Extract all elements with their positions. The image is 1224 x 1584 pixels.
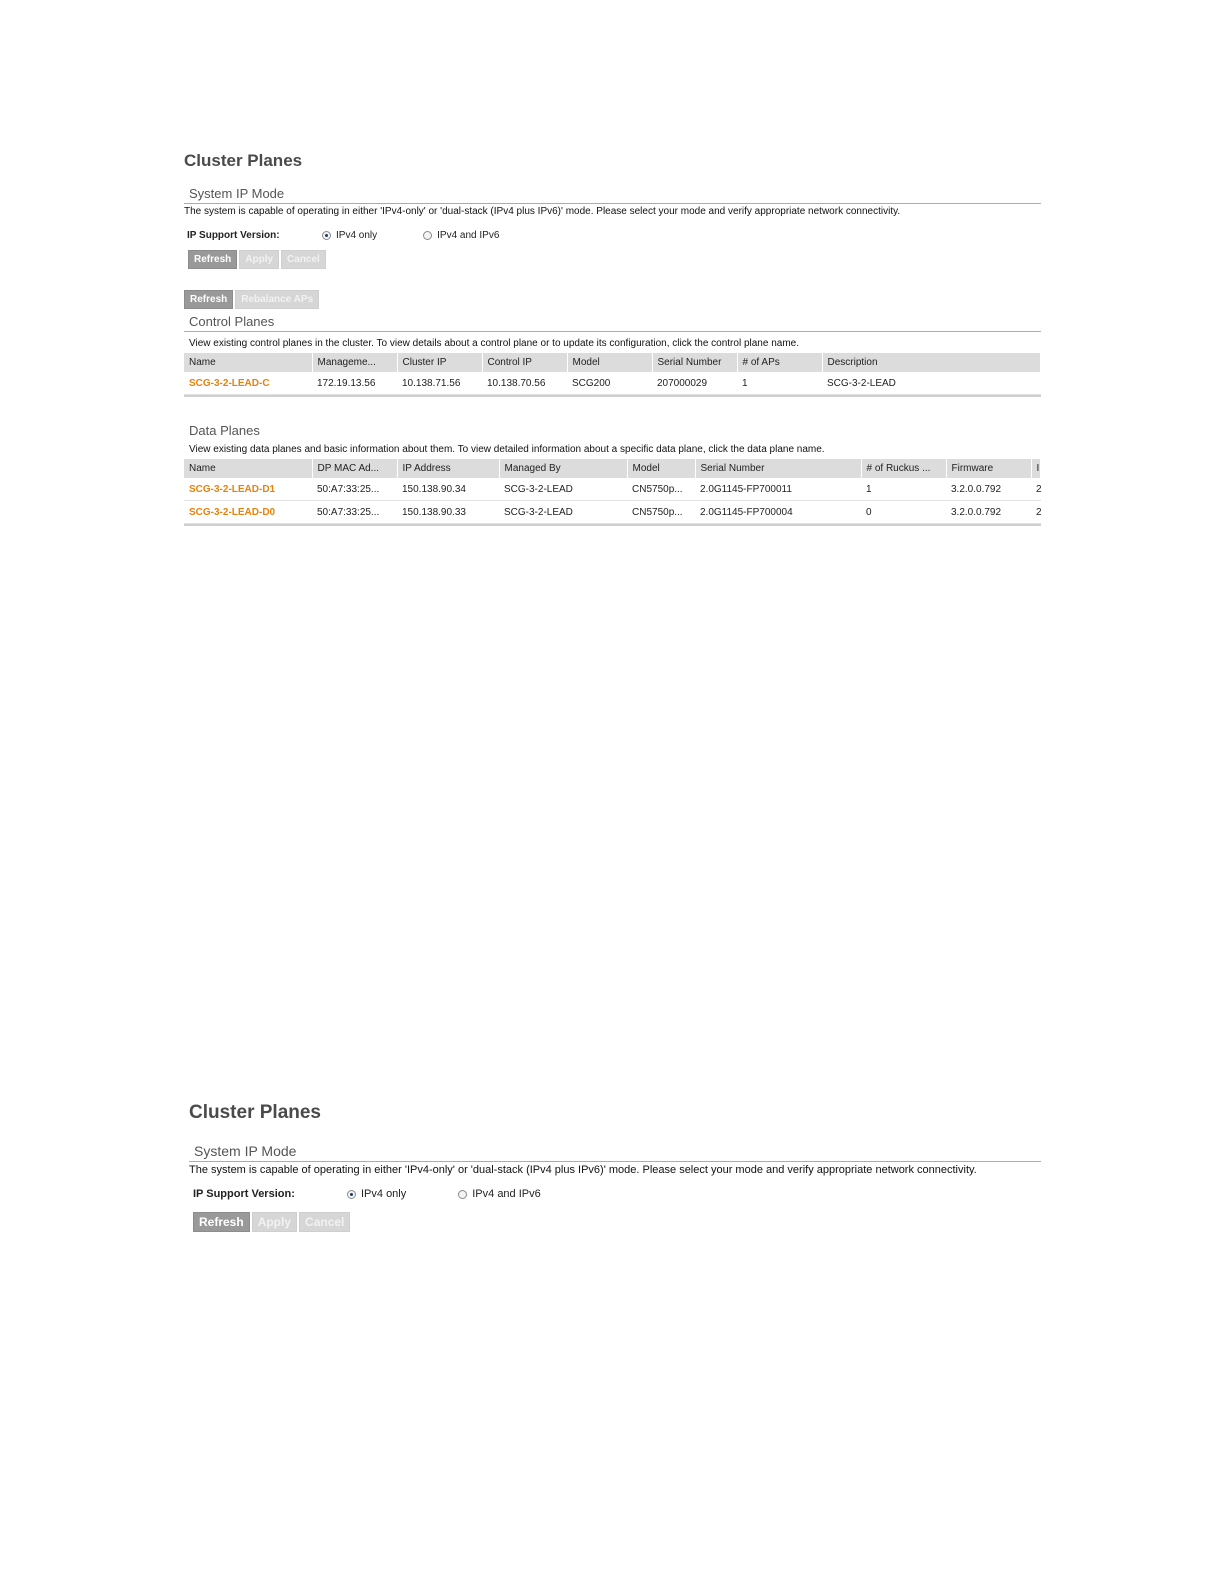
system-ip-mode-title: System IP Mode	[184, 186, 1041, 204]
column-header[interactable]: # of Ruckus ...	[861, 459, 946, 478]
refresh-button[interactable]: Refresh	[193, 1212, 250, 1232]
column-header[interactable]: Serial Number	[695, 459, 861, 478]
column-header[interactable]: Model	[627, 459, 695, 478]
table-cell: SCG-3-2-LEAD	[499, 478, 627, 501]
table-row	[184, 372, 1041, 395]
radio-unselected-icon[interactable]	[423, 231, 432, 240]
radio-ipv4-only-label: IPv4 only	[361, 1188, 407, 1200]
refresh-button[interactable]: Refresh	[188, 250, 237, 269]
control-planes-title: Control Planes	[184, 314, 1041, 332]
ip-support-version-row	[189, 1187, 1041, 1201]
table-cell: 1	[861, 478, 946, 501]
table-cell: 50:A7:33:25...	[312, 478, 397, 501]
table-cell: 150.138.90.34	[397, 478, 499, 501]
radio-unselected-icon[interactable]	[458, 1190, 467, 1199]
table-cell: SCG-3-2-LEAD	[822, 372, 1041, 395]
system-ip-mode-description: The system is capable of operating in either 'IPv4-only' or 'dual-stack (IPv4 plus IPv6)' mode. Please select your mode and verify appropriate network connectivity.	[189, 1164, 977, 1176]
apply-button[interactable]: Apply	[252, 1212, 297, 1232]
column-header[interactable]: Control IP	[482, 353, 567, 372]
radio-ipv4-ipv6-label: IPv4 and IPv6	[472, 1188, 541, 1200]
radio-selected-icon[interactable]	[347, 1190, 356, 1199]
ip-support-label: IP Support Version:	[193, 1188, 295, 1200]
column-header[interactable]: Managed By	[499, 459, 627, 478]
column-header[interactable]: Description	[822, 353, 1041, 372]
data-plane-name-link[interactable]: SCG-3-2-LEAD-D1	[184, 478, 312, 501]
control-planes-description: View existing control planes in the cluster. To view details about a control plane or to update its configuration, click the control plane name.	[189, 338, 799, 349]
cluster-planes-panel-top	[184, 150, 1041, 526]
column-header[interactable]: Firmware	[946, 459, 1031, 478]
cancel-button[interactable]: Cancel	[299, 1212, 350, 1232]
planes-refresh-button[interactable]: Refresh	[184, 290, 233, 309]
system-ip-buttons	[193, 1212, 1041, 1232]
ip-support-label: IP Support Version:	[187, 229, 280, 241]
table-cell: 3.2.0.0.792	[946, 501, 1031, 524]
table-row	[184, 478, 1041, 501]
table-cell: 3.2.0.0.792	[946, 478, 1031, 501]
column-header[interactable]: DP MAC Ad...	[312, 459, 397, 478]
table-row	[184, 501, 1041, 524]
data-plane-name-link[interactable]: SCG-3-2-LEAD-D0	[184, 501, 312, 524]
control-planes-table	[184, 353, 1041, 395]
radio-selected-icon[interactable]	[322, 231, 331, 240]
table-header-row	[184, 459, 1041, 478]
system-ip-buttons	[188, 250, 1041, 269]
table-cell: SCG-3-2-LEAD	[499, 501, 627, 524]
radio-ipv4-only[interactable]	[347, 1188, 406, 1200]
data-planes-title: Data Planes	[189, 423, 260, 438]
table-cell: 2	[1031, 501, 1041, 524]
data-planes-table	[184, 459, 1041, 524]
column-header[interactable]: Serial Number	[652, 353, 737, 372]
table-cell: 10.138.70.56	[482, 372, 567, 395]
table-cell: 207000029	[652, 372, 737, 395]
system-ip-mode-title: System IP Mode	[189, 1142, 1041, 1162]
planes-toolbar	[184, 290, 1041, 309]
cancel-button[interactable]: Cancel	[281, 250, 326, 269]
data-planes-table-wrap	[184, 459, 1041, 526]
table-cell: SCG200	[567, 372, 652, 395]
page-title: Cluster Planes	[189, 1102, 321, 1123]
column-header[interactable]: Name	[184, 353, 312, 372]
ip-support-version-row	[184, 228, 1041, 242]
table-cell: 0	[861, 501, 946, 524]
column-header[interactable]: Name	[184, 459, 312, 478]
table-cell: 2.0G1145-FP700004	[695, 501, 861, 524]
column-header[interactable]: I	[1031, 459, 1041, 478]
cluster-planes-panel-bottom	[189, 1100, 1041, 1232]
page-title: Cluster Planes	[184, 151, 303, 170]
column-header[interactable]: # of APs	[737, 353, 822, 372]
rebalance-aps-button[interactable]: Rebalance APs	[235, 290, 319, 309]
system-ip-mode-description: The system is capable of operating in either 'IPv4-only' or 'dual-stack (IPv4 plus IPv6)' mode. Please select your mode and verify appropriate network connectivity.	[184, 206, 901, 217]
control-planes-table-wrap	[184, 353, 1041, 397]
table-cell: 150.138.90.33	[397, 501, 499, 524]
radio-ipv4-only[interactable]	[322, 230, 377, 241]
radio-ipv4-ipv6[interactable]	[423, 230, 499, 241]
column-header[interactable]: Manageme...	[312, 353, 397, 372]
table-cell: CN5750p...	[627, 478, 695, 501]
table-cell: 172.19.13.56	[312, 372, 397, 395]
table-cell: 1	[737, 372, 822, 395]
table-cell: 50:A7:33:25...	[312, 501, 397, 524]
table-cell: 2.0G1145-FP700011	[695, 478, 861, 501]
radio-ipv4-ipv6-label: IPv4 and IPv6	[437, 229, 500, 241]
column-header[interactable]: Model	[567, 353, 652, 372]
column-header[interactable]: IP Address	[397, 459, 499, 478]
data-planes-description: View existing data planes and basic information about them. To view detailed information about a specific data plane, click the data plane name.	[189, 444, 825, 455]
apply-button[interactable]: Apply	[239, 250, 279, 269]
table-header-row	[184, 353, 1041, 372]
control-plane-name-link[interactable]: SCG-3-2-LEAD-C	[184, 372, 312, 395]
radio-ipv4-ipv6[interactable]	[458, 1188, 541, 1200]
column-header[interactable]: Cluster IP	[397, 353, 482, 372]
table-cell: CN5750p...	[627, 501, 695, 524]
table-cell: 2	[1031, 478, 1041, 501]
radio-ipv4-only-label: IPv4 only	[336, 229, 378, 241]
table-cell: 10.138.71.56	[397, 372, 482, 395]
